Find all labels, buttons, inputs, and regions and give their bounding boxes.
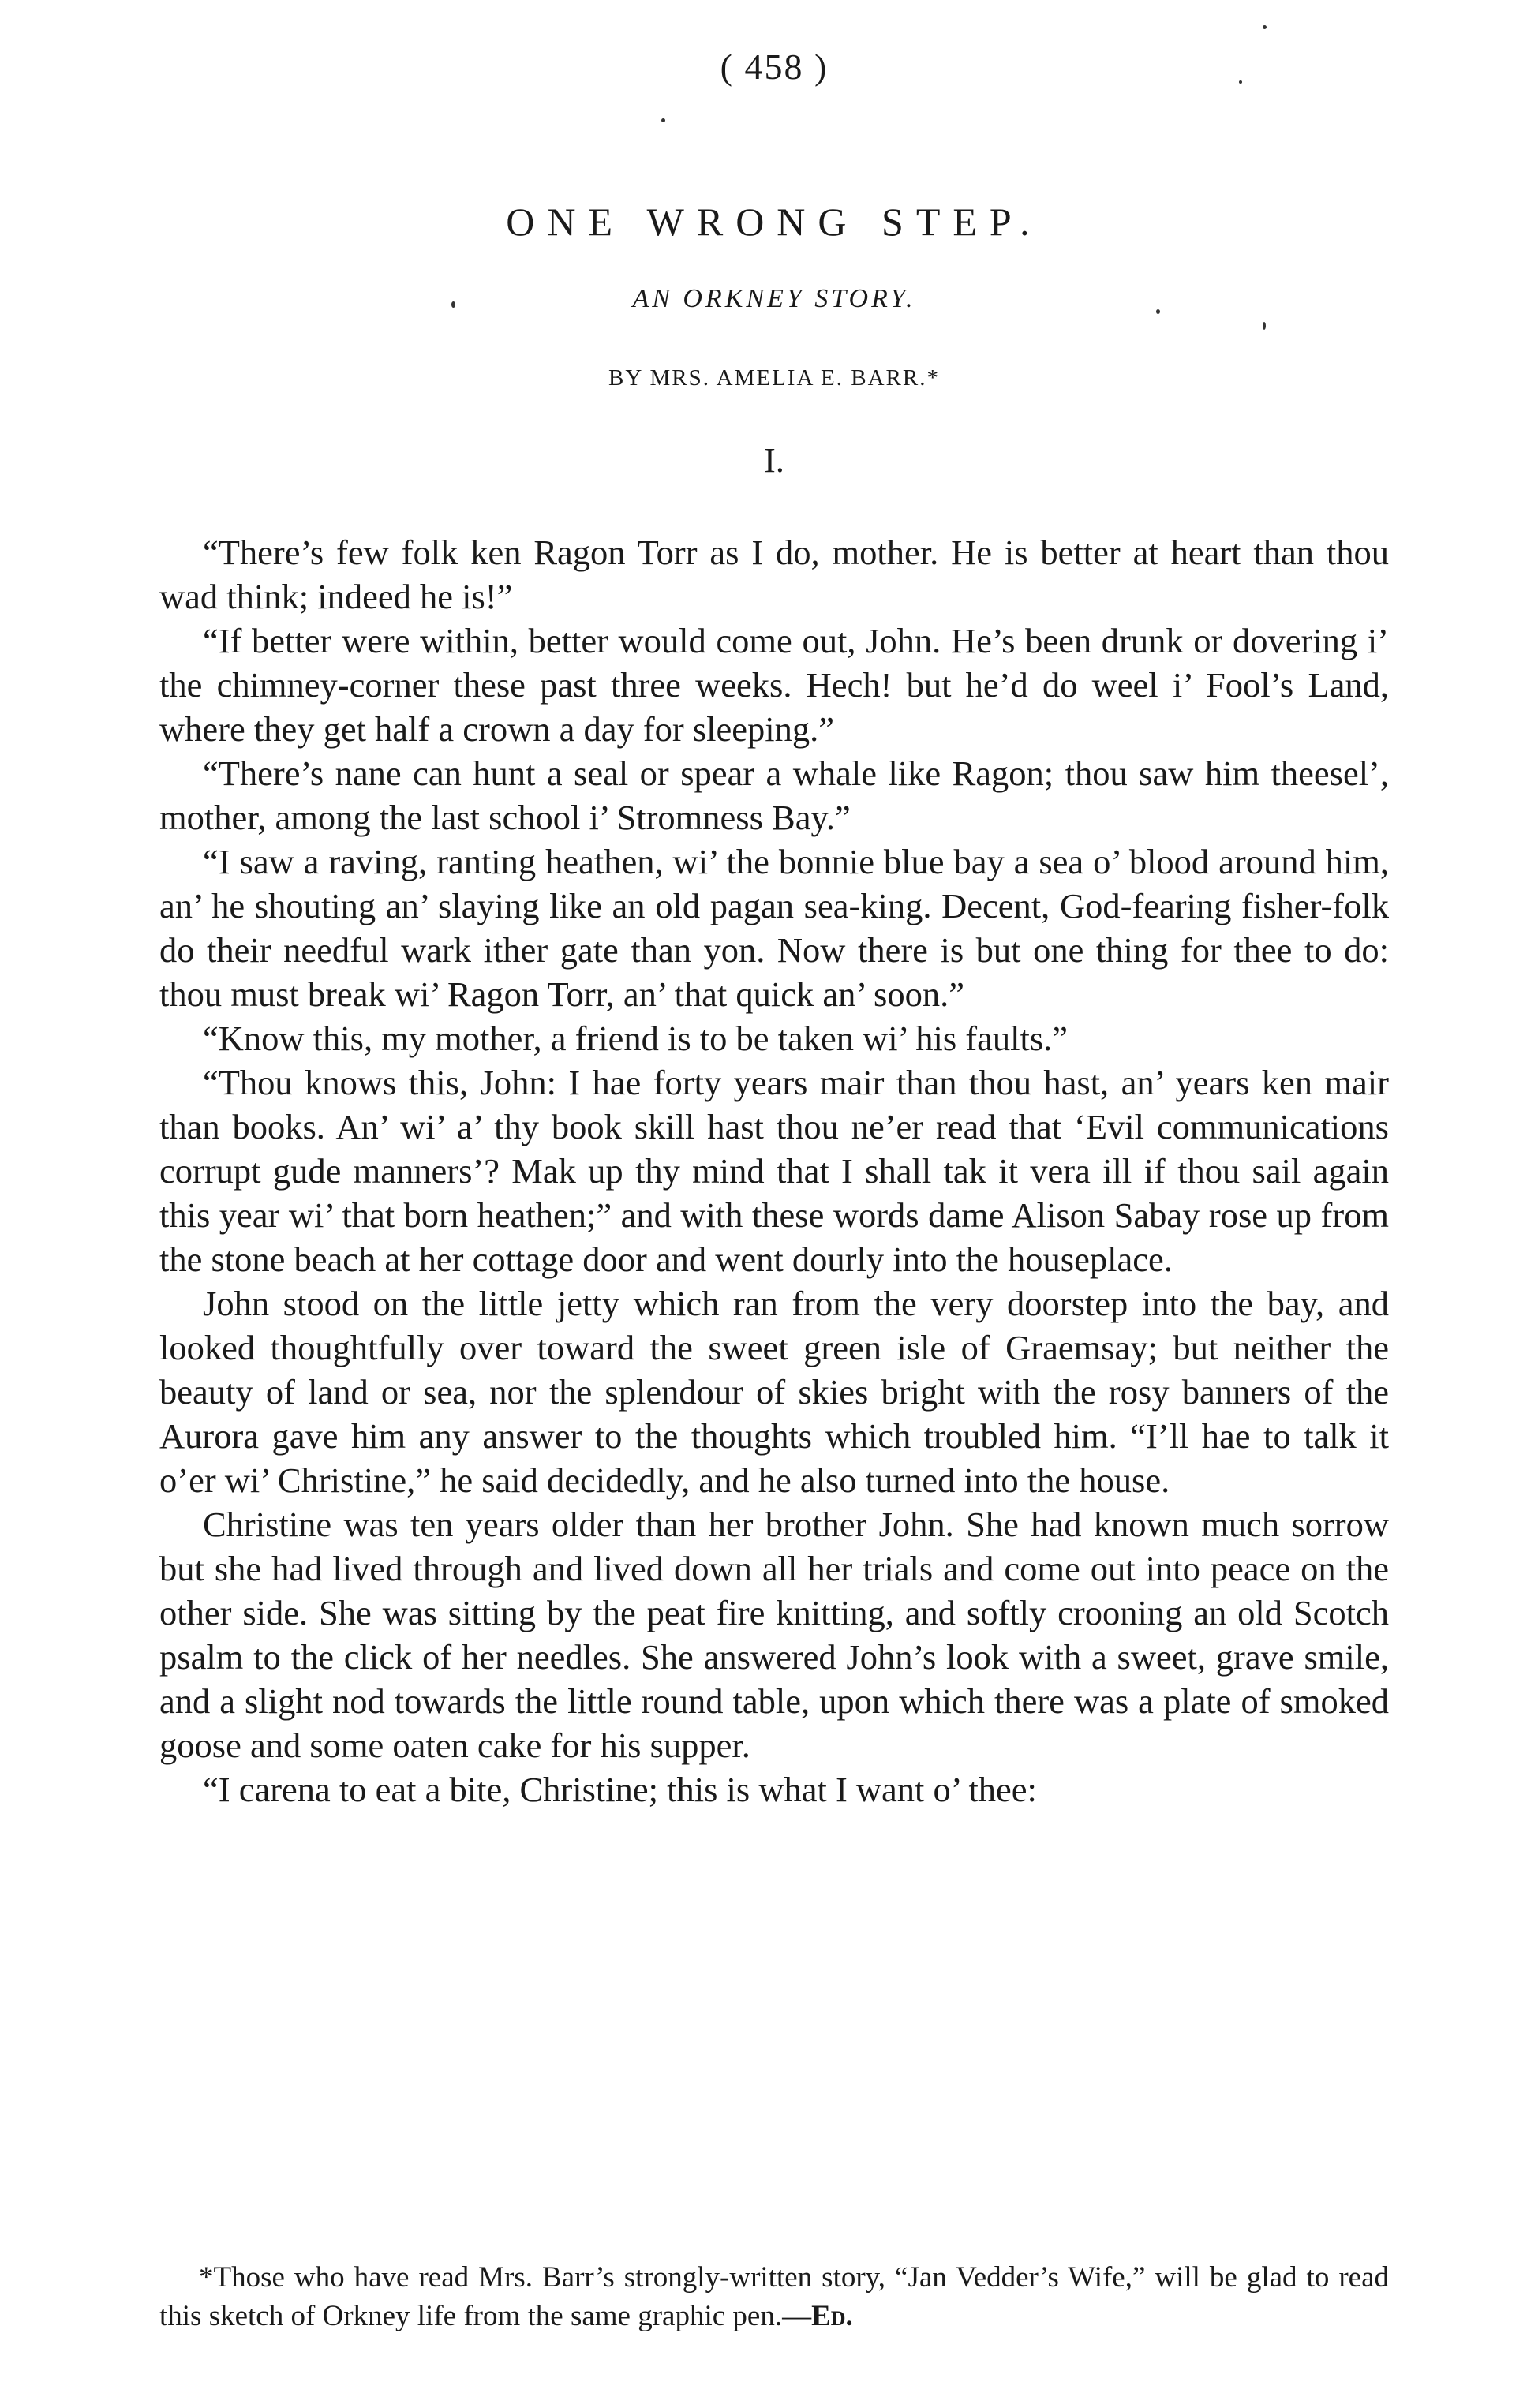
paragraph: Christine was ten years older than her brother John. She had known much sorrow but she had lived through and lived down all her trials and come out into peace on the other side. She was sitting by the peat fire knitting, and softly crooning an old Scotch psalm to the click of her needles. She answered John’s look with a sweet, grave smile, and a slight nod towards the little round table, upon which there was a plate of smoked goose and some oaten cake for his supper. xyxy=(159,1505,1389,1765)
print-speck xyxy=(1156,309,1160,314)
page-number: ( 458 ) xyxy=(720,47,829,87)
print-speck xyxy=(661,118,665,122)
print-speck xyxy=(451,301,455,308)
paragraph: “If better were within, better would come out, John. He’s been drunk or dovering i’ the chimney-corner these past three weeks. Hech! but he’d do weel i’ Fool’s Land, where they get half a crown a day for sleeping.” xyxy=(159,621,1389,749)
print-speck xyxy=(1263,322,1266,330)
print-speck xyxy=(1239,80,1242,84)
paragraph: “I carena to eat a bite, Christine; this is what I want o’ thee: xyxy=(203,1770,1037,1809)
footnote xyxy=(159,2258,1389,2335)
footnote-body: *Those who have read Mrs. Barr’s strongly-written story, “Jan Vedder’s Wife,” will be glad to read this sketch of Orkney life from the same graphic pen.— xyxy=(159,2261,1389,2332)
paragraph: “There’s few folk ken Ragon Torr as I do, mother. He is better at heart than thou wad think; indeed he is!” xyxy=(159,533,1389,616)
paragraph: “I saw a raving, ranting heathen, wi’ the bonnie blue bay a sea o’ blood around him, an’ he shouting an’ slaying like an old pagan sea-king. Decent, God-fearing fisher-folk do their needful wark ither gate than yon. Now there is but one thing for thee to do: thou must break wi’ Ragon Torr, an’ that quick an’ soon.” xyxy=(159,842,1389,1014)
print-speck xyxy=(1263,25,1267,29)
paragraph: “Thou knows this, John: I hae forty years mair than thou hast, an’ years ken mair than books. An’ wi’ a’ thy book skill hast thou ne’er read that ‘Evil communications corrupt gude manners’? Mak up thy mind that I shall tak it vera ill if thou sail again this year wi’ that born heathen;” and with these words dame Alison Sabay rose up from the stone beach at her cottage door and went dourly into the houseplace. xyxy=(159,1063,1389,1279)
paragraph: “There’s nane can hunt a seal or spear a whale like Ragon; thou saw him theesel’, mother, among the last school i’ Stromness Bay.” xyxy=(159,753,1389,837)
story-subtitle: AN ORKNEY STORY. xyxy=(632,284,916,313)
editor-mark: Ed. xyxy=(811,2300,853,2332)
paragraph: John stood on the little jetty which ran from the very doorstep into the bay, and looked thoughtfully over toward the sweet green isle of Graemsay; but neither the beauty of land or sea, nor the splendour of skies bright with the rosy banners of the Aurora gave him any answer to the thoughts which troubled him. “I’ll hae to talk it o’er wi’ Christine,” he said decidedly, and he also turned into the house. xyxy=(159,1284,1389,1500)
paragraph: “Know this, my mother, a friend is to be taken wi’ his faults.” xyxy=(203,1019,1069,1058)
footnote-text xyxy=(159,2258,1389,2335)
story-body xyxy=(159,530,1389,1812)
section-numeral: I. xyxy=(764,441,784,480)
author-byline: BY MRS. AMELIA E. BARR.* xyxy=(608,365,940,391)
story-title: ONE WRONG STEP. xyxy=(506,200,1042,244)
